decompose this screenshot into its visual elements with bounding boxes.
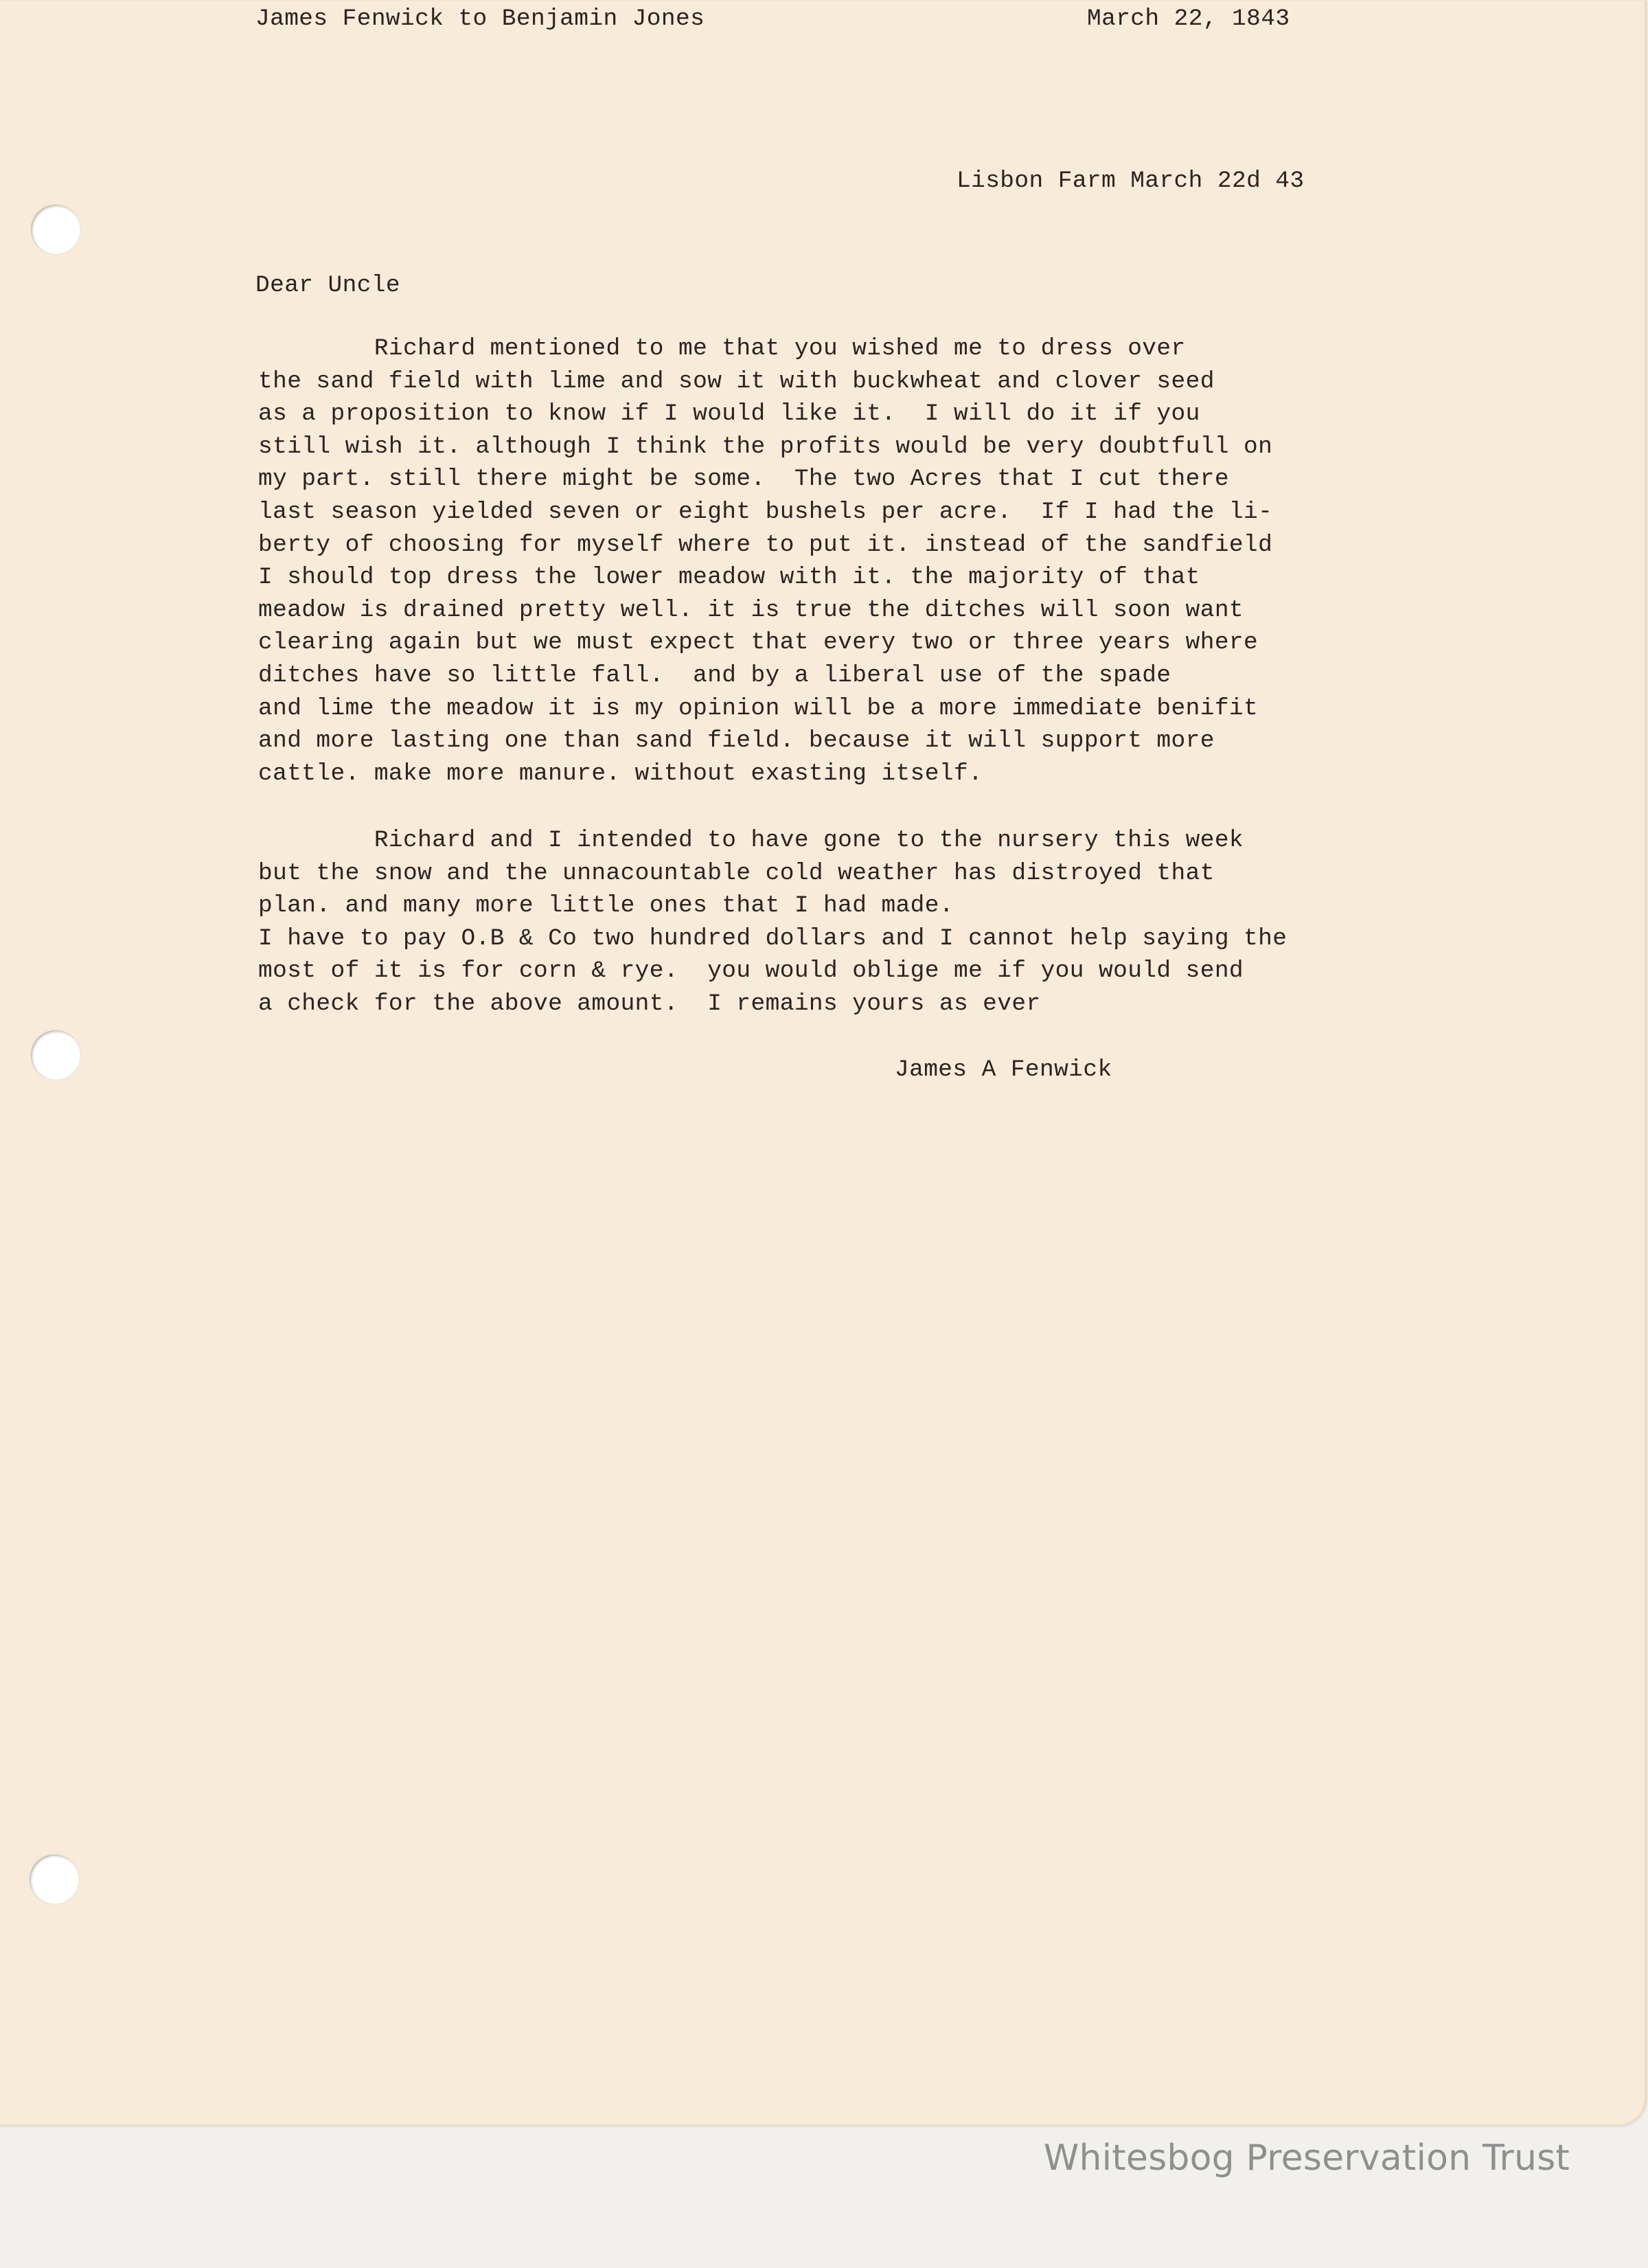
watermark-credit: Whitesbog Preservation Trust <box>1043 2137 1570 2179</box>
archive-header-title: James Fenwick to Benjamin Jones <box>255 5 705 32</box>
letter-dateline: Lisbon Farm March 22d 43 <box>957 168 1305 194</box>
letter-paragraph-2: Richard and I intended to have gone to the nursery this week but the snow and the unnacountable cold weather has distroyed that plan. and many more little ones that I had made. I have to pay O.B & Co two hundred dollars and I cannot help saying the most of it is for corn & rye. you would oblige me if you would send a check for the above amount. I remains yours as ever <box>258 827 1288 1017</box>
letter-salutation: Dear Uncle <box>255 272 401 299</box>
letter-paragraph-1: Richard mentioned to me that you wished me to dress over the sand field with lime and sow it with buckwheat and clover seed as a proposition to know if I would like it. I will do it if you still wish it. although I think the profits would be very doubtfull on my part. still there might be some. The two Acres that I cut there last season yielded seven or eight bushels per acre. If I had the li- berty of choosing for myself where to put it. instead of the sandfield I should top dress the lower meadow with it. the majority of that meadow is drained pretty well. it is true the ditches will soon want clearing again but we must expect that every two or three years where ditches have so little fall. and by a liberal use of the spade and lime the meadow it is my opinion will be a more immediate benifit and more lasting one than sand field. because it will support more cattle. make more manure. without exasting itself. <box>258 335 1273 787</box>
punch-hole-bottom <box>30 1855 79 1904</box>
archive-header-date: March 22, 1843 <box>1087 5 1290 32</box>
letter-signature: James A Fenwick <box>895 1056 1112 1083</box>
punch-hole-top <box>31 205 80 254</box>
punch-hole-middle <box>31 1030 80 1080</box>
